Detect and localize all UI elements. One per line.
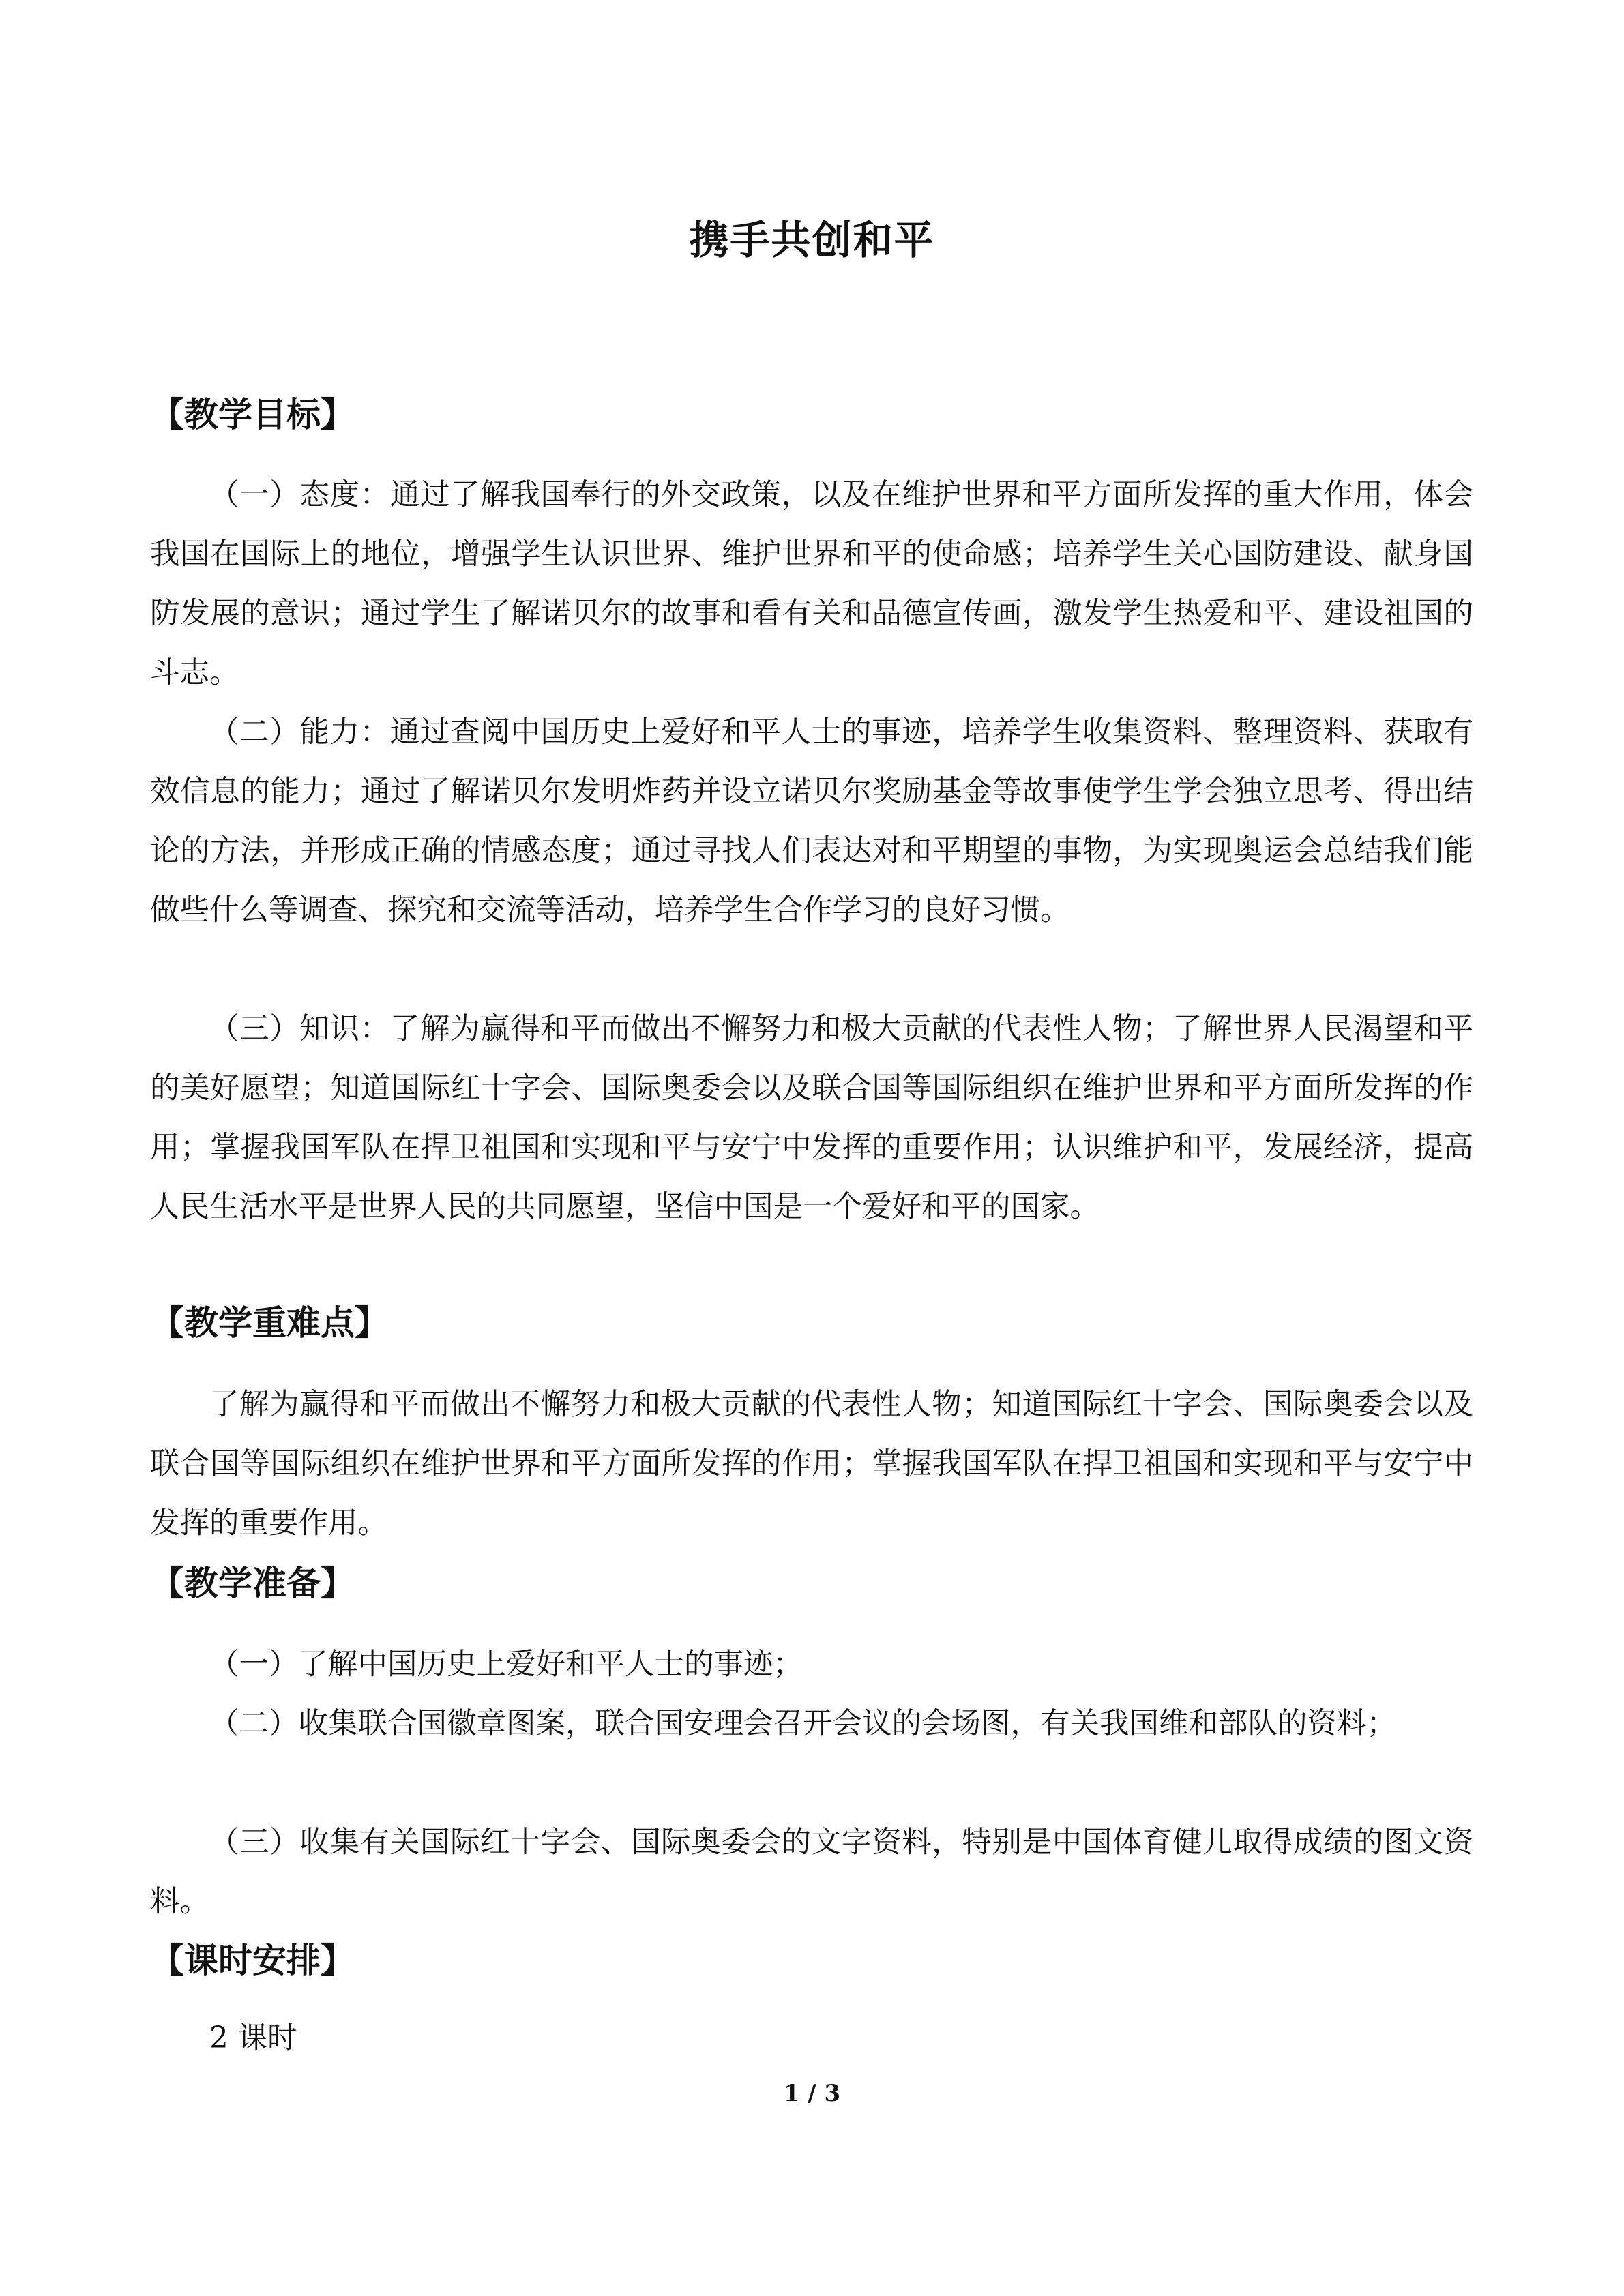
paragraph-preparation-3: （三）收集有关国际红十字会、国际奥委会的文字资料，特别是中国体育健儿取得成绩的图文资料。 [150,1825,1473,1919]
section-heading-preparation: 【教学准备】 [150,1564,355,1603]
section-heading-key-points: 【教学重难点】 [150,1303,389,1343]
section-heading-schedule: 【课时安排】 [150,1941,355,1980]
paragraph-schedule: 2 课时 [209,2021,297,2055]
section-heading-teaching-goals: 【教学目标】 [150,395,355,434]
paragraph-preparation-2: （二）收集联合国徽章图案，联合国安理会召开会议的会场图，有关我国维和部队的资料； [209,1707,1396,1741]
paragraph-attitude: （一）态度：通过了解我国奉行的外交政策，以及在维护世界和平方面所发挥的重大作用，体会我国在国际上的地位，增强学生认识世界、维护世界和平的使命感；培养学生关心国防建设、献身国防发展的意识；通过学生了解诺贝尔的故事和看有关和品德宣传画，激发学生热爱和平、建设祖国的斗志。 [150,478,1473,690]
paragraph-key-points: 了解为赢得和平而做出不懈努力和极大贡献的代表性人物；知道国际红十字会、国际奥委会以及联合国等国际组织在维护世界和平方面所发挥的作用；掌握我国军队在捍卫祖国和实现和平与安宁中发挥的重要作用。 [150,1388,1473,1540]
document-title: 携手共创和平 [689,217,935,263]
page-number: 1 / 3 [783,2080,841,2107]
paragraph-ability: （二）能力：通过查阅中国历史上爱好和平人士的事迹，培养学生收集资料、整理资料、获取有效信息的能力；通过了解诺贝尔发明炸药并设立诺贝尔奖励基金等故事使学生学会独立思考、得出结论的方法，并形成正确的情感态度；通过寻找人们表达对和平期望的事物，为实现奥运会总结我们能做些什么等调查、探究和交流等活动，培养学生合作学习的良好习惯。 [150,715,1473,927]
paragraph-preparation-1: （一）了解中国历史上爱好和平人士的事迹； [209,1648,803,1682]
paragraph-knowledge: （三）知识：了解为赢得和平而做出不懈努力和极大贡献的代表性人物；了解世界人民渴望和平的美好愿望；知道国际红十字会、国际奥委会以及联合国等国际组织在维护世界和平方面所发挥的作用；掌握我国军队在捍卫祖国和实现和平与安宁中发挥的重要作用；认识维护和平，发展经济，提高人民生活水平是世界人民的共同愿望，坚信中国是一个爱好和平的国家。 [150,1012,1473,1224]
